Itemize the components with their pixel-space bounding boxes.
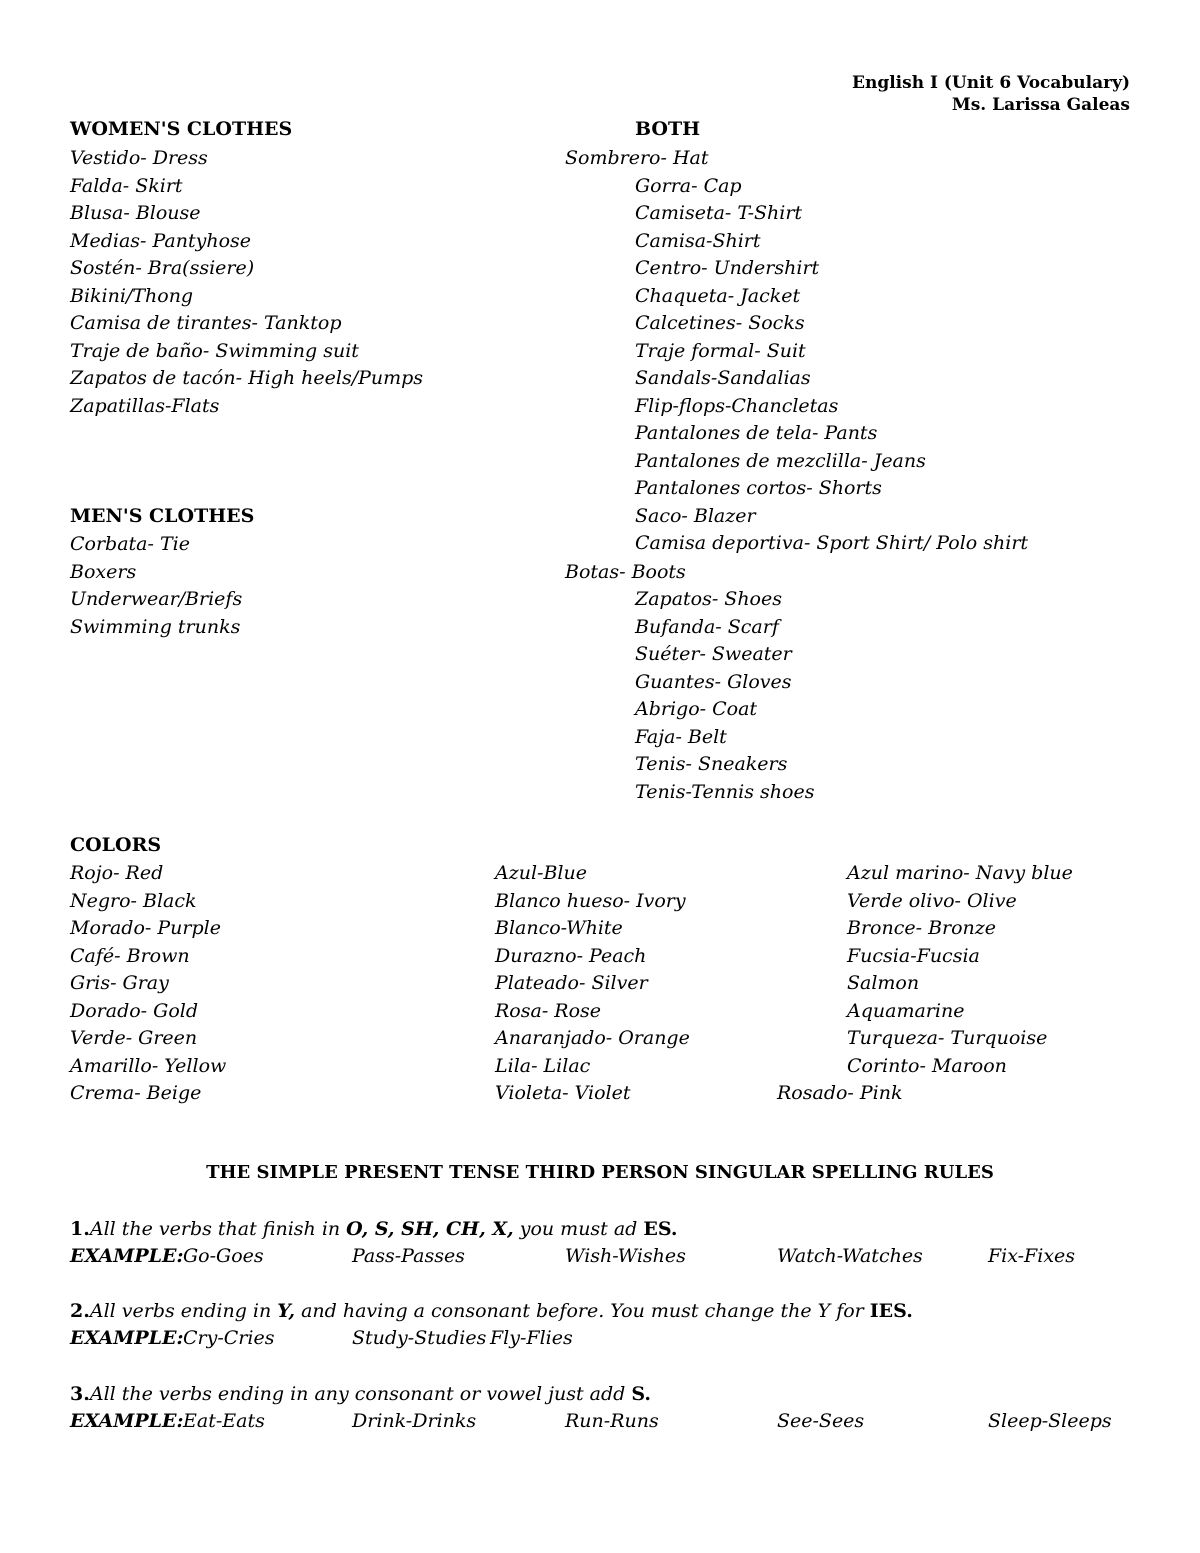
color-item: Turqueza- Turquoise [847,1027,1048,1049]
color-item: Bronce- Bronze [847,917,997,939]
color-item: Dorado- Gold [70,999,198,1022]
vocab-item: Faja- Belt [635,725,727,748]
color-item: Azul-Blue [495,862,587,884]
vocab-item: Sostén- Bra(ssiere) [70,257,255,279]
rule-3-suffix: S. [631,1383,652,1405]
vocab-item: Blusa- Blouse [70,202,201,224]
rule-2-suffix: IES. [869,1300,913,1322]
color-item: Negro- Black [70,889,197,912]
color-item: Morado- Purple [70,917,221,939]
both-heading: BOTH [635,118,701,140]
rule-3-example-2: Drink-Drinks [352,1410,477,1432]
rule-3-text [70,1383,651,1405]
color-item: Violeta- Violet [495,1082,631,1104]
rule-1-text [70,1218,678,1240]
course-title: English I (Unit 6 Vocabulary) [852,73,1130,93]
both-item-sombrero: Sombrero- Hat [565,147,709,169]
colors-heading: COLORS [70,834,162,856]
vocab-item: Boxers [70,560,137,583]
color-item: Salmon [847,972,920,994]
vocab-item: Suéter- Sweater [635,643,792,665]
rule-2-text [70,1300,913,1322]
vocab-item: Underwear/Briefs [70,588,243,610]
color-item: Aquamarine [847,999,965,1022]
example-label: EXAMPLE: [70,1410,184,1432]
rule-2-example-2: Study-Studies [352,1327,487,1349]
both-item-botas: Botas- Boots [565,560,686,583]
vocab-item: Pantalones de mezclilla- Jeans [635,449,926,472]
rule-1-number: 1. [70,1218,90,1240]
color-item: Blanco hueso- Ivory [495,889,686,912]
example-label: EXAMPLE: [70,1327,184,1349]
vocab-item: Swimming trunks [70,615,241,638]
rule-2-letters: Y, [277,1300,296,1322]
rule-1-letters: O, S, SH, CH, X, [346,1218,514,1240]
both-clothes-list-1 [635,173,1028,558]
vocab-item: Saco- Blazer [635,504,756,527]
vocab-item: Bikini/Thong [70,284,194,307]
vocab-item: Centro- Undershirt [635,257,820,279]
vocab-item: Guantes- Gloves [635,670,792,693]
rule-2-example-1: Cry-Cries [183,1327,275,1349]
colors-column-1 [70,860,226,1108]
vocab-item: Flip-flops-Chancletas [635,394,839,417]
rule-1-example-1: Go-Goes [183,1245,264,1267]
rule-2-example-3: Fly-Flies [490,1327,573,1349]
color-item: Gris- Gray [70,972,169,994]
vocab-item: Camiseta- T-Shirt [635,202,803,224]
rule-2-example-label [70,1327,183,1349]
rule-1-text-a: All the verbs that finish in [89,1218,347,1240]
vocab-item: Tenis- Sneakers [635,753,788,775]
color-item: Blanco-White [495,917,623,939]
vocab-item: Bufanda- Scarf [635,615,779,638]
color-item: Verde- Green [70,1027,198,1049]
mens-clothes-list [70,531,242,641]
vocab-item: Camisa de tirantes- Tanktop [70,312,342,334]
vocab-item: Vestido- Dress [70,147,208,169]
womens-clothes-list [70,145,423,420]
color-item: Anaranjado- Orange [495,1027,690,1049]
rule-3-example-3: Run-Runs [565,1410,659,1432]
color-item: Café- Brown [70,944,190,967]
color-item: Amarillo- Yellow [70,1054,227,1077]
vocab-item: Tenis-Tennis shoes [635,780,815,803]
example-label: EXAMPLE: [70,1245,184,1267]
rule-1-example-4: Watch-Watches [777,1245,923,1267]
color-item: Lila- Lilac [495,1054,591,1077]
rule-2-text-a: All verbs ending in [89,1300,278,1322]
rule-3-example-1: Eat-Eats [183,1410,265,1432]
womens-clothes-heading: WOMEN'S CLOTHES [70,118,293,140]
rule-2-text-b: and having a consonant before. You must change the Y for [295,1300,870,1322]
vocab-item: Gorra- Cap [635,174,742,197]
color-item: Durazno- Peach [495,944,647,967]
rule-1-example-3: Wish-Wishes [565,1245,686,1267]
rule-1-example-5: Fix-Fixes [988,1245,1076,1267]
color-item: Corinto- Maroon [847,1054,1007,1077]
colors-item-rosado: Rosado- Pink [777,1082,903,1104]
color-item: Plateado- Silver [495,972,648,994]
vocab-item: Chaqueta- Jacket [635,284,801,307]
teacher-name: Ms. Larissa Galeas [951,95,1130,115]
rule-1-suffix: ES. [643,1218,678,1240]
vocab-item: Falda- Skirt [70,174,183,197]
document-header [852,72,1130,116]
rule-3-number: 3. [70,1383,90,1405]
vocab-item: Abrigo- Coat [635,698,758,720]
vocab-item: Zapatillas-Flats [70,394,220,417]
vocab-item: Sandals-Sandalias [635,367,811,389]
rule-1-example-2: Pass-Passes [352,1245,465,1267]
rule-1-example-label [70,1245,183,1267]
color-item: Rosa- Rose [495,999,602,1022]
colors-column-2 [495,860,690,1108]
rule-1-text-b: you must ad [513,1218,644,1240]
rule-3-text-a: All the verbs ending in any consonant or vowel just add [89,1383,632,1405]
vocab-item: Medias- Pantyhose [70,229,252,252]
vocab-item: Zapatos de tacón- High heels/Pumps [70,367,424,389]
vocab-item: Camisa deportiva- Sport Shirt/ Polo shirt [635,532,1029,554]
colors-column-3 [847,860,1073,1080]
vocab-item: Corbata- Tie [70,533,190,555]
color-item: Rojo- Red [70,862,164,884]
spelling-rules-title: THE SIMPLE PRESENT TENSE THIRD PERSON SINGULAR SPELLING RULES [206,1162,994,1183]
mens-clothes-heading: MEN'S CLOTHES [70,505,255,527]
rule-3-example-label [70,1410,183,1432]
vocab-item: Calcetines- Socks [635,312,805,334]
vocab-item: Camisa-Shirt [635,229,761,252]
color-item: Fucsia-Fucsia [847,944,980,967]
vocab-item: Pantalones de tela- Pants [635,422,878,444]
vocab-item: Traje formal- Suit [635,339,806,362]
color-item: Verde olivo- Olive [847,889,1017,912]
vocab-item: Pantalones cortos- Shorts [635,477,882,499]
color-item: Azul marino- Navy blue [847,862,1073,884]
rule-2-number: 2. [70,1300,90,1322]
rule-3-example-5: Sleep-Sleeps [988,1410,1112,1432]
color-item: Crema- Beige [70,1082,202,1104]
vocab-item: Traje de baño- Swimming suit [70,339,359,362]
both-clothes-list-2 [635,586,814,806]
rule-3-example-4: See-Sees [777,1410,865,1432]
vocab-item: Zapatos- Shoes [635,588,782,610]
